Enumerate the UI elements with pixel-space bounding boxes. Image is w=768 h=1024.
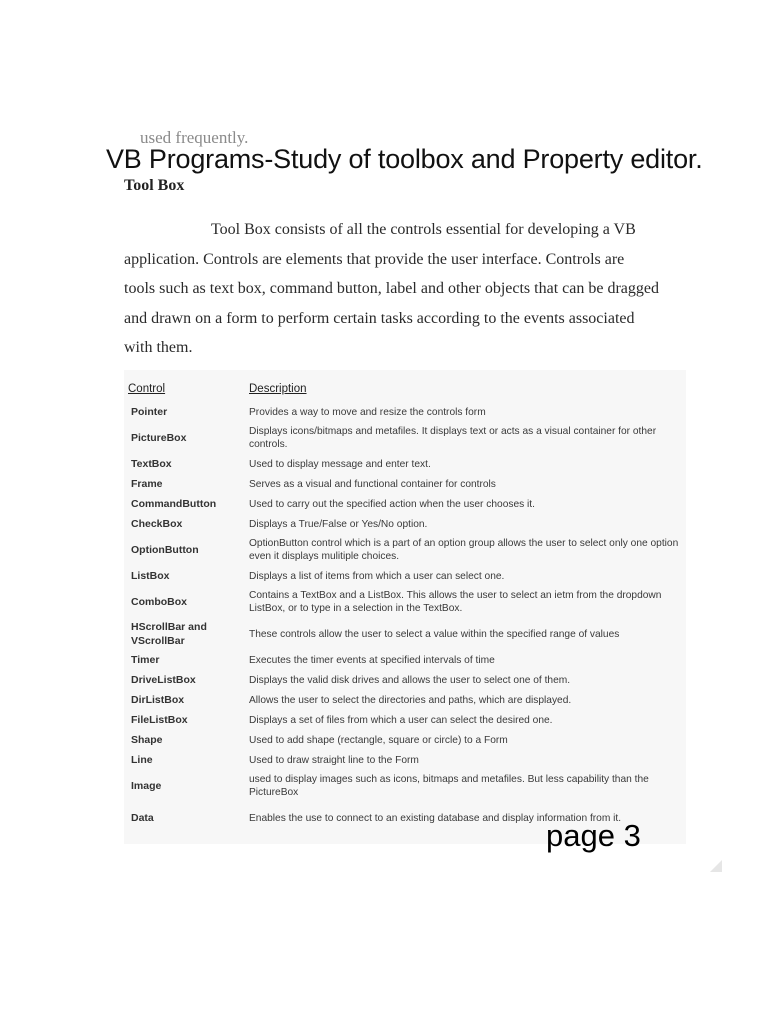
control-name: DirListBox (131, 694, 185, 706)
control-description: Serves as a visual and functional container for controls (249, 478, 496, 490)
control-name: ComboBox (131, 596, 187, 608)
table-row (124, 454, 686, 474)
intro-line: application. Controls are elements that provide the user interface. Controls are (124, 250, 625, 268)
table-row (124, 690, 686, 710)
control-name: ListBox (131, 570, 170, 582)
section-heading: Tool Box (124, 177, 185, 194)
table-header-row (124, 370, 686, 402)
control-name: Shape (131, 734, 163, 746)
control-description: Provides a way to move and resize the controls form (249, 406, 486, 418)
control-description: Displays a list of items from which a user can select one. (249, 570, 505, 582)
table-row (124, 422, 686, 454)
control-description: used to display images such as icons, bitmaps and metafiles. But less capability than the PictureBox (249, 774, 649, 798)
control-name: FileListBox (131, 714, 188, 726)
table-row (124, 730, 686, 750)
control-name: DriveListBox (131, 674, 196, 686)
control-description: Enables the use to connect to an existing database and display information from it. (249, 812, 622, 824)
control-name: OptionButton (131, 544, 199, 556)
control-name: Pointer (131, 406, 168, 418)
controls-table (124, 370, 686, 834)
control-description: Displays the valid disk drives and allows the user to select one of them. (249, 674, 571, 686)
control-description: Displays a True/False or Yes/No option. (249, 518, 428, 530)
table-row (124, 494, 686, 514)
table-row (124, 514, 686, 534)
residual-text: used frequently. (140, 128, 249, 147)
control-description: OptionButton control which is a part of an option group allows the user to select only one option even it displays mulitiple choices. (249, 538, 679, 562)
table-row (124, 770, 686, 802)
intro-line: and drawn on a form to perform certain tasks according to the events associated (124, 309, 635, 327)
control-description: These controls allow the user to select a value within the specified range of values (249, 628, 620, 640)
fold-corner-icon (710, 860, 722, 872)
table-row (124, 650, 686, 670)
table-row (124, 586, 686, 618)
intro-line: Tool Box consists of all the controls essential for developing a VB (211, 221, 636, 238)
table-row (124, 750, 686, 770)
page-number-label: page 3 (546, 818, 641, 853)
control-description: Executes the timer events at specified intervals of time (249, 654, 495, 666)
control-description: Displays icons/bitmaps and metafiles. It displays text or acts as a visual container for other controls. (249, 426, 657, 450)
control-description: Allows the user to select the directories and paths, which are displayed. (249, 694, 572, 706)
table-row (124, 670, 686, 690)
control-name: Timer (131, 654, 160, 666)
control-description: Used to draw straight line to the Form (249, 754, 419, 766)
intro-paragraph (124, 215, 690, 363)
column-header-control: Control (128, 383, 166, 395)
table-row (124, 566, 686, 586)
control-name: Data (131, 812, 154, 824)
control-name: Frame (131, 478, 163, 490)
table-row (124, 474, 686, 494)
table-row (124, 402, 686, 422)
table-row (124, 710, 686, 730)
control-description: Used to add shape (rectangle, square or circle) to a Form (249, 734, 508, 746)
table-row (124, 534, 686, 566)
control-name: PictureBox (131, 432, 187, 444)
control-name: Image (131, 780, 162, 792)
intro-line: with them. (124, 339, 193, 356)
control-description: Used to display message and enter text. (249, 458, 431, 470)
control-description: Displays a set of files from which a user can select the desired one. (249, 714, 553, 726)
control-description: Used to carry out the specified action when the user chooses it. (249, 498, 535, 510)
control-name: HScrollBar and VScrollBar (131, 621, 207, 647)
column-header-description: Description (249, 383, 307, 395)
control-name: CommandButton (131, 498, 217, 510)
controls-table-container (124, 370, 686, 844)
control-name: Line (131, 754, 153, 766)
intro-line: tools such as text box, command button, label and other objects that can be dragged (124, 280, 659, 297)
table-row (124, 618, 686, 650)
control-name: TextBox (131, 458, 172, 470)
page-title: VB Programs-Study of toolbox and Property editor. (106, 144, 703, 174)
control-name: CheckBox (131, 518, 183, 530)
control-description: Contains a TextBox and a ListBox. This allows the user to select an ietm from the dropdown ListBox, or to type in a selection in the TextBox. (249, 590, 662, 614)
